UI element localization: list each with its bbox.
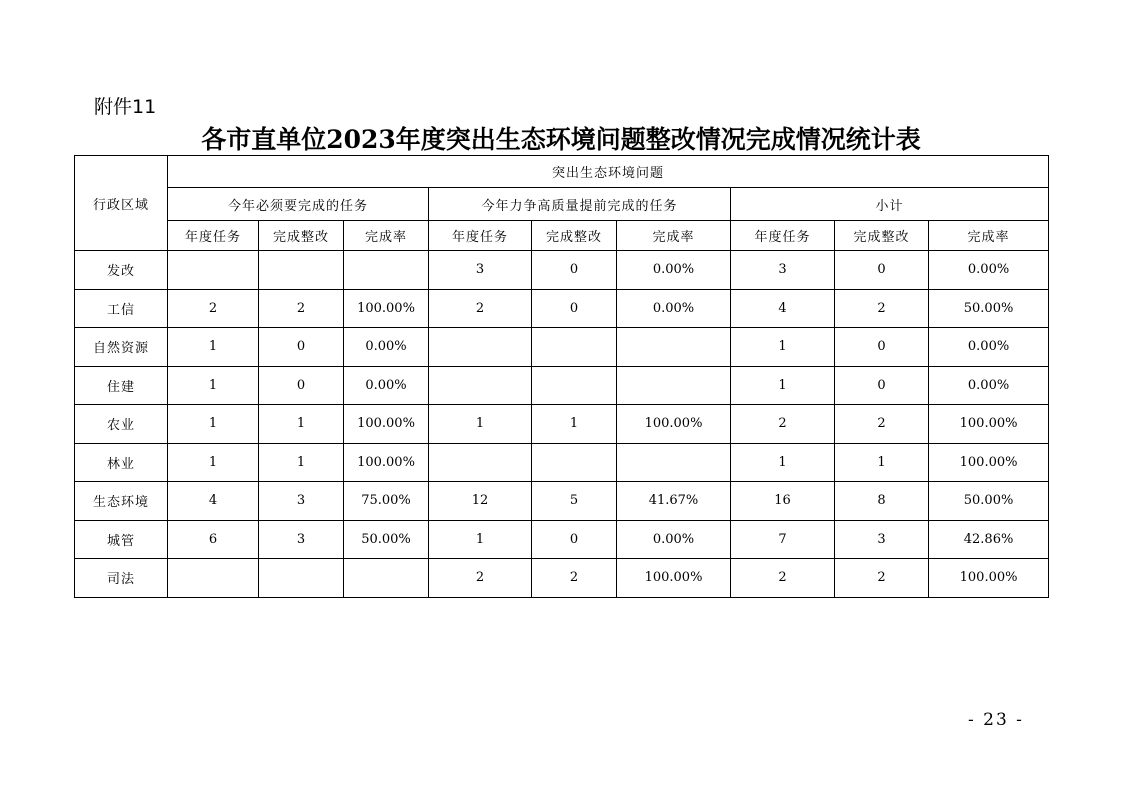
region-cell: 农业 — [75, 405, 168, 444]
value-cell: 0 — [532, 520, 617, 559]
value-cell: 1 — [259, 443, 344, 482]
value-cell: 2 — [532, 559, 617, 598]
region-cell: 生态环境 — [75, 482, 168, 521]
table-row — [75, 289, 1049, 328]
region-cell: 工信 — [75, 289, 168, 328]
value-cell: 4 — [168, 482, 259, 521]
value-cell: 0 — [259, 366, 344, 405]
value-cell: 3 — [835, 520, 929, 559]
table-row — [75, 559, 1049, 598]
value-cell: 4 — [731, 289, 835, 328]
value-cell: 41.67% — [617, 482, 731, 521]
value-cell: 1 — [429, 405, 532, 444]
value-cell: 1 — [168, 443, 259, 482]
region-cell: 发改 — [75, 251, 168, 290]
sub-header: 年度任务 — [429, 221, 532, 251]
value-cell: 0.00% — [617, 520, 731, 559]
value-cell: 0.00% — [344, 366, 429, 405]
value-cell: 1 — [532, 405, 617, 444]
value-cell: 8 — [835, 482, 929, 521]
value-cell: 42.86% — [929, 520, 1049, 559]
table-row — [75, 520, 1049, 559]
header-row-sub — [75, 221, 1049, 251]
page-number: - 23 - — [968, 710, 1024, 730]
value-cell: 0 — [835, 366, 929, 405]
value-cell: 2 — [731, 559, 835, 598]
attachment-label: 附件11 — [94, 96, 157, 118]
value-cell: 100.00% — [929, 443, 1049, 482]
value-cell: 2 — [429, 289, 532, 328]
table-row — [75, 366, 1049, 405]
header-row-top — [75, 156, 1049, 188]
group-header-advance: 今年力争高质量提前完成的任务 — [429, 188, 731, 221]
value-cell: 0 — [835, 328, 929, 367]
value-cell: 2 — [259, 289, 344, 328]
value-cell — [532, 328, 617, 367]
region-cell: 林业 — [75, 443, 168, 482]
value-cell: 2 — [835, 405, 929, 444]
value-cell: 1 — [429, 520, 532, 559]
sub-header: 完成率 — [929, 221, 1049, 251]
value-cell: 3 — [731, 251, 835, 290]
value-cell: 0.00% — [929, 366, 1049, 405]
sub-header: 完成整改 — [259, 221, 344, 251]
table-row — [75, 482, 1049, 521]
value-cell: 0.00% — [929, 328, 1049, 367]
sub-header: 完成整改 — [532, 221, 617, 251]
value-cell: 2 — [835, 559, 929, 598]
value-cell — [168, 251, 259, 290]
value-cell: 2 — [835, 289, 929, 328]
value-cell — [168, 559, 259, 598]
value-cell: 12 — [429, 482, 532, 521]
value-cell: 100.00% — [344, 405, 429, 444]
sub-header: 年度任务 — [731, 221, 835, 251]
value-cell: 1 — [731, 443, 835, 482]
value-cell: 2 — [731, 405, 835, 444]
value-cell: 1 — [168, 366, 259, 405]
value-cell: 0.00% — [344, 328, 429, 367]
value-cell: 1 — [168, 328, 259, 367]
value-cell — [259, 251, 344, 290]
value-cell: 0 — [835, 251, 929, 290]
page-title: 各市直单位2023年度突出生态环境问题整改情况完成情况统计表 — [201, 125, 921, 154]
value-cell: 0 — [532, 251, 617, 290]
group-header-required: 今年必须要完成的任务 — [168, 188, 429, 221]
value-cell: 16 — [731, 482, 835, 521]
table-row — [75, 405, 1049, 444]
value-cell: 7 — [731, 520, 835, 559]
table-row — [75, 251, 1049, 290]
value-cell: 2 — [429, 559, 532, 598]
region-cell: 住建 — [75, 366, 168, 405]
value-cell: 0.00% — [617, 251, 731, 290]
value-cell — [617, 366, 731, 405]
region-cell: 城管 — [75, 520, 168, 559]
value-cell — [429, 443, 532, 482]
value-cell: 0 — [532, 289, 617, 328]
value-cell: 3 — [259, 520, 344, 559]
value-cell: 100.00% — [929, 559, 1049, 598]
value-cell: 100.00% — [617, 405, 731, 444]
value-cell: 3 — [429, 251, 532, 290]
sub-header: 完成率 — [344, 221, 429, 251]
value-cell — [532, 443, 617, 482]
value-cell: 100.00% — [344, 289, 429, 328]
value-cell: 100.00% — [344, 443, 429, 482]
value-cell: 1 — [731, 366, 835, 405]
region-header: 行政区域 — [75, 156, 168, 251]
header-row-groups — [75, 188, 1049, 221]
table-row — [75, 443, 1049, 482]
value-cell — [532, 366, 617, 405]
value-cell: 0.00% — [929, 251, 1049, 290]
value-cell — [259, 559, 344, 598]
table-row — [75, 328, 1049, 367]
value-cell: 50.00% — [929, 289, 1049, 328]
value-cell — [617, 328, 731, 367]
value-cell: 2 — [168, 289, 259, 328]
value-cell: 75.00% — [344, 482, 429, 521]
value-cell: 1 — [835, 443, 929, 482]
value-cell: 1 — [168, 405, 259, 444]
value-cell — [344, 251, 429, 290]
value-cell: 1 — [731, 328, 835, 367]
value-cell: 1 — [259, 405, 344, 444]
sub-header: 完成率 — [617, 221, 731, 251]
issues-header: 突出生态环境问题 — [168, 156, 1049, 188]
region-cell: 自然资源 — [75, 328, 168, 367]
value-cell — [429, 366, 532, 405]
region-cell: 司法 — [75, 559, 168, 598]
value-cell: 50.00% — [929, 482, 1049, 521]
value-cell — [344, 559, 429, 598]
value-cell: 0.00% — [617, 289, 731, 328]
group-header-subtotal: 小计 — [731, 188, 1049, 221]
value-cell: 6 — [168, 520, 259, 559]
statistics-table — [74, 155, 1049, 598]
value-cell — [429, 328, 532, 367]
value-cell — [617, 443, 731, 482]
value-cell: 100.00% — [617, 559, 731, 598]
value-cell: 100.00% — [929, 405, 1049, 444]
sub-header: 年度任务 — [168, 221, 259, 251]
value-cell: 5 — [532, 482, 617, 521]
sub-header: 完成整改 — [835, 221, 929, 251]
value-cell: 3 — [259, 482, 344, 521]
value-cell: 0 — [259, 328, 344, 367]
value-cell: 50.00% — [344, 520, 429, 559]
